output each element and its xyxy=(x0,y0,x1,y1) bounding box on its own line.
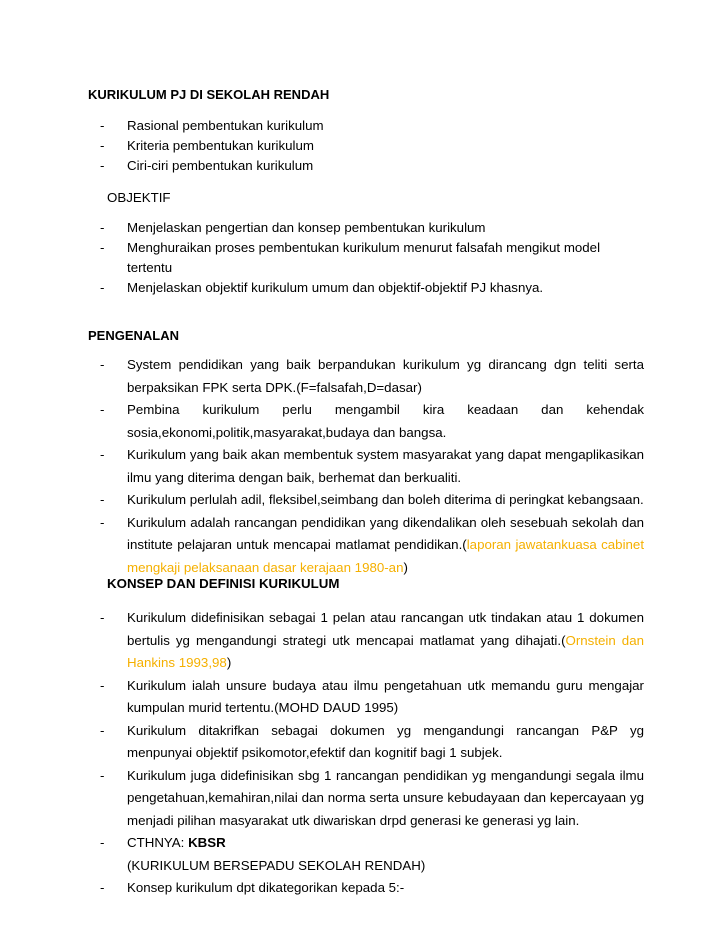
list-item-text: Rasional pembentukan kurikulum xyxy=(127,118,324,133)
bullet: - xyxy=(100,610,105,625)
list-item-text: Menjelaskan pengertian dan konsep pembentukan kurikulum xyxy=(127,220,486,235)
list-item-text: Pembina kurikulum perlu mengambil kira keadaan dan kehendak sosia,ekonomi,politik,masyarakat,budaya dan bangsa. xyxy=(127,402,644,440)
list-item xyxy=(96,218,644,238)
list-item-text: Menghuraikan proses pembentukan kurikulum menurut falsafah mengikut model tertentu xyxy=(127,240,601,275)
list-item-text: System pendidikan yang baik berpandukan kurikulum yg dirancang dgn teliti serta berpaksikan FPK serta DPK.(F=falsafah,D=dasar) xyxy=(127,357,644,395)
bullet: - xyxy=(100,138,105,153)
list-item xyxy=(96,444,644,489)
list-item-text: Kurikulum ditakrifkan sebagai dokumen yg mengandungi rancangan P&P yg menpunyai objektif psikomotor,efektif dan kognitif bagi 1 subjek. xyxy=(127,722,644,760)
bullet: - xyxy=(100,767,105,783)
pengenalan-heading: PENGENALAN xyxy=(88,328,180,343)
close-paren: ) xyxy=(226,655,232,670)
konsep-heading: KONSEP DAN DEFINISI KURIKULUM xyxy=(107,576,340,591)
page-title: KURIKULUM PJ DI SEKOLAH RENDAH xyxy=(88,87,330,102)
list-item-text: Menjelaskan objektif kurikulum umum dan objektif-objektif PJ khasnya. xyxy=(127,280,544,295)
list-item-text: Kurikulum juga didefinisikan sbg 1 rancangan pendidikan yg mengandungi segala ilmu pengetahuan,kemahiran,nilai dan norma serta unsure kebudayaan dan kepercayaan yg menjadi pilihan masyarakat utk diwariskan drpd generasi ke generasi yg lain. xyxy=(127,767,644,828)
list-item xyxy=(96,399,644,444)
list-item xyxy=(96,877,644,900)
list-item xyxy=(96,278,644,298)
list-item xyxy=(96,156,644,176)
cthnya-expansion: (KURIKULUM BERSEPADU SEKOLAH RENDAH) xyxy=(127,857,426,873)
objektif-list xyxy=(96,218,644,298)
citation: Ornstein dan Hankins 1993,98 xyxy=(127,632,644,670)
close-paren: ) xyxy=(403,559,408,575)
list-item xyxy=(96,675,644,720)
konsep-list xyxy=(96,607,644,900)
cthnya-value: KBSR xyxy=(188,835,226,850)
bullet: - xyxy=(100,677,105,693)
bullet: - xyxy=(100,880,105,895)
bullet: - xyxy=(100,835,105,850)
list-item xyxy=(96,832,644,877)
list-item xyxy=(96,489,644,512)
intro-list xyxy=(96,116,644,176)
list-item xyxy=(96,512,644,580)
list-item-text: Kriteria pembentukan kurikulum xyxy=(127,138,314,153)
list-item xyxy=(96,238,644,278)
bullet: - xyxy=(100,158,105,173)
bullet: - xyxy=(100,492,105,507)
list-item-text: Konsep kurikulum dpt dikategorikan kepada 5:- xyxy=(127,880,405,895)
list-item-text xyxy=(127,607,644,675)
list-item xyxy=(96,116,644,136)
bullet: - xyxy=(100,220,105,235)
bullet: - xyxy=(100,447,105,462)
cthnya-label: CTHNYA: xyxy=(127,835,189,850)
list-item-text: Ciri-ciri pembentukan kurikulum xyxy=(127,158,314,173)
list-item xyxy=(96,136,644,156)
item-text: Kurikulum adalah rancangan pendidikan yang dikendalikan oleh sesebuah sekolah dan institute pelajaran untuk mencapai matlamat pendidikan.( xyxy=(127,514,644,552)
bullet: - xyxy=(100,514,105,530)
list-item-text: Kurikulum yang baik akan membentuk system masyarakat yang dapat mengaplikasikan ilmu yang diterima dengan baik, berhemat dan berkualiti. xyxy=(127,447,644,485)
list-item xyxy=(96,354,644,399)
list-item xyxy=(96,607,644,675)
bullet: - xyxy=(100,240,105,255)
pengenalan-list xyxy=(96,354,644,579)
bullet: - xyxy=(100,722,105,738)
list-item xyxy=(96,720,644,765)
objektif-heading: OBJEKTIF xyxy=(107,190,171,205)
citation: laporan jawatankuasa cabinet mengkaji pelaksanaan dasar kerajaan 1980-an xyxy=(127,537,645,575)
bullet: - xyxy=(100,280,105,295)
list-item-text: Kurikulum perlulah adil, fleksibel,seimbang dan boleh diterima di peringkat kebangsaan. xyxy=(127,492,644,507)
bullet: - xyxy=(100,357,105,372)
list-item-text: Kurikulum ialah unsure budaya atau ilmu pengetahuan utk memandu guru mengajar kumpulan murid tertentu.(MOHD DAUD 1995) xyxy=(127,677,644,715)
item-text: Kurikulum didefinisikan sebagai 1 pelan atau rancangan utk tindakan atau 1 dokumen bertulis yg mengandungi strategi utk mencapai matlamat yang dihajati.( xyxy=(127,610,644,648)
list-item xyxy=(96,765,644,833)
bullet: - xyxy=(100,402,105,417)
list-item-text xyxy=(127,512,644,580)
bullet: - xyxy=(100,118,105,133)
